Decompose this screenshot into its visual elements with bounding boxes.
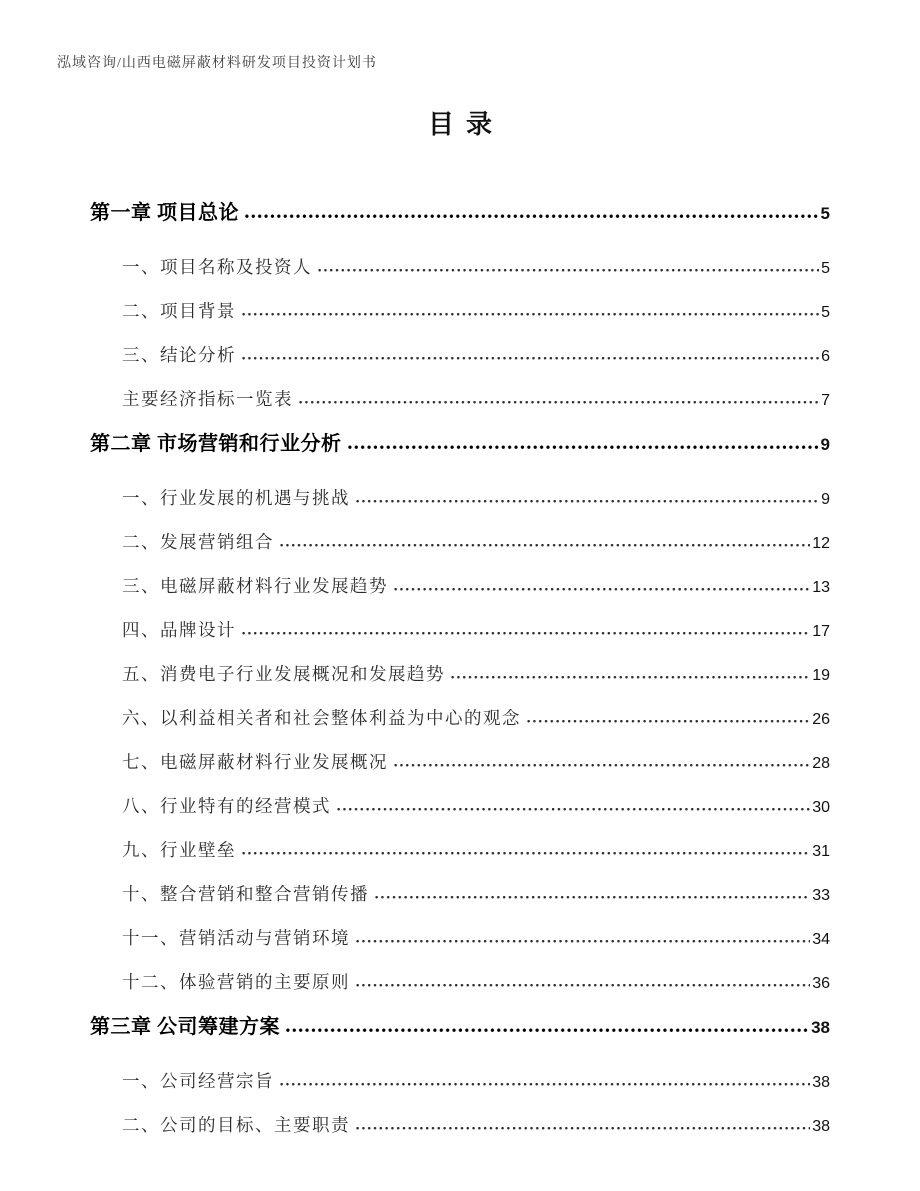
toc-page-number: 38 (811, 1018, 830, 1037)
toc-item-row[interactable] (90, 528, 830, 558)
toc-item-label: 二、公司的目标、主要职责 (122, 1115, 350, 1135)
toc-page-number: 5 (821, 260, 830, 277)
toc-item-label: 八、行业特有的经营模式 (122, 796, 331, 816)
toc-chapter-row[interactable] (90, 1012, 830, 1043)
toc-item-row[interactable] (90, 253, 830, 283)
toc-chapter-label: 第一章 项目总论 (90, 202, 239, 224)
dot-leader (394, 762, 810, 768)
toc-item-row[interactable] (90, 968, 830, 998)
toc-page-number: 34 (812, 931, 830, 948)
toc-title: 目录 (427, 110, 504, 139)
toc-item-row[interactable] (90, 748, 830, 778)
toc-chapter-label: 第二章 市场营销和行业分析 (90, 433, 342, 455)
toc-item-row[interactable] (90, 1067, 830, 1097)
toc-page-number: 6 (821, 348, 830, 365)
toc-item-row[interactable] (90, 924, 830, 954)
toc-item-row[interactable] (90, 385, 830, 415)
toc-item-row[interactable] (90, 341, 830, 371)
dot-leader (356, 938, 810, 944)
table-of-contents (90, 186, 830, 1155)
dot-leader (356, 1125, 810, 1131)
toc-chapter-row[interactable] (90, 429, 830, 460)
toc-page-number: 38 (812, 1118, 830, 1135)
dot-leader (242, 311, 819, 317)
dot-leader (337, 806, 810, 812)
toc-chapter-label: 第三章 公司筹建方案 (90, 1016, 280, 1038)
toc-item-row[interactable] (90, 297, 830, 327)
toc-item-label: 六、以利益相关者和社会整体利益为中心的观念 (122, 708, 521, 728)
dot-leader (245, 213, 819, 219)
dot-leader (356, 498, 819, 504)
toc-item-row[interactable] (90, 616, 830, 646)
dot-leader (242, 850, 810, 856)
toc-page-number: 33 (812, 887, 830, 904)
toc-page-number: 7 (821, 392, 830, 409)
toc-item-label: 主要经济指标一览表 (122, 389, 293, 409)
dot-leader (242, 630, 810, 636)
toc-item-label: 十二、体验营销的主要原则 (122, 972, 350, 992)
toc-page-number: 9 (821, 491, 830, 508)
toc-item-label: 一、行业发展的机遇与挑战 (122, 488, 350, 508)
toc-item-row[interactable] (90, 484, 830, 514)
toc-item-row[interactable] (90, 704, 830, 734)
toc-item-row[interactable] (90, 660, 830, 690)
toc-item-label: 五、消费电子行业发展概况和发展趋势 (122, 664, 445, 684)
dot-leader (280, 1081, 810, 1087)
toc-item-label: 一、项目名称及投资人 (122, 257, 312, 277)
toc-item-row[interactable] (90, 1111, 830, 1141)
toc-page-number: 36 (812, 975, 830, 992)
dot-leader (348, 444, 819, 450)
document-header: 泓域咨询/山西电磁屏蔽材料研发项目投资计划书 (57, 56, 377, 71)
toc-item-label: 二、项目背景 (122, 301, 236, 321)
dot-leader (356, 982, 810, 988)
dot-leader (451, 674, 810, 680)
toc-page-number: 26 (812, 711, 830, 728)
toc-item-label: 三、电磁屏蔽材料行业发展趋势 (122, 576, 388, 596)
toc-item-row[interactable] (90, 836, 830, 866)
toc-item-label: 三、结论分析 (122, 345, 236, 365)
toc-page-number: 5 (821, 304, 830, 321)
dot-leader (299, 399, 819, 405)
dot-leader (375, 894, 810, 900)
toc-chapter-row[interactable] (90, 198, 830, 229)
toc-page-number: 5 (820, 204, 830, 223)
toc-item-row[interactable] (90, 880, 830, 910)
toc-item-label: 二、发展营销组合 (122, 532, 274, 552)
toc-page-number: 28 (812, 755, 830, 772)
toc-page-number: 38 (812, 1074, 830, 1091)
toc-item-label: 一、公司经营宗旨 (122, 1071, 274, 1091)
toc-item-label: 十一、营销活动与营销环境 (122, 928, 350, 948)
toc-item-row[interactable] (90, 792, 830, 822)
dot-leader (318, 267, 819, 273)
dot-leader (242, 355, 819, 361)
toc-item-label: 七、电磁屏蔽材料行业发展概况 (122, 752, 388, 772)
toc-page-number: 31 (812, 843, 830, 860)
toc-page-number: 19 (812, 667, 830, 684)
toc-item-label: 十、整合营销和整合营销传播 (122, 884, 369, 904)
toc-item-label: 四、品牌设计 (122, 620, 236, 640)
dot-leader (280, 542, 810, 548)
toc-page-number: 17 (812, 623, 830, 640)
dot-leader (394, 586, 810, 592)
dot-leader (286, 1027, 809, 1033)
toc-item-label: 九、行业壁垒 (122, 840, 236, 860)
dot-leader (527, 718, 810, 724)
toc-page-number: 30 (812, 799, 830, 816)
toc-page-number: 9 (820, 435, 830, 454)
toc-item-row[interactable] (90, 572, 830, 602)
toc-page-number: 13 (812, 579, 830, 596)
toc-page-number: 12 (812, 535, 830, 552)
